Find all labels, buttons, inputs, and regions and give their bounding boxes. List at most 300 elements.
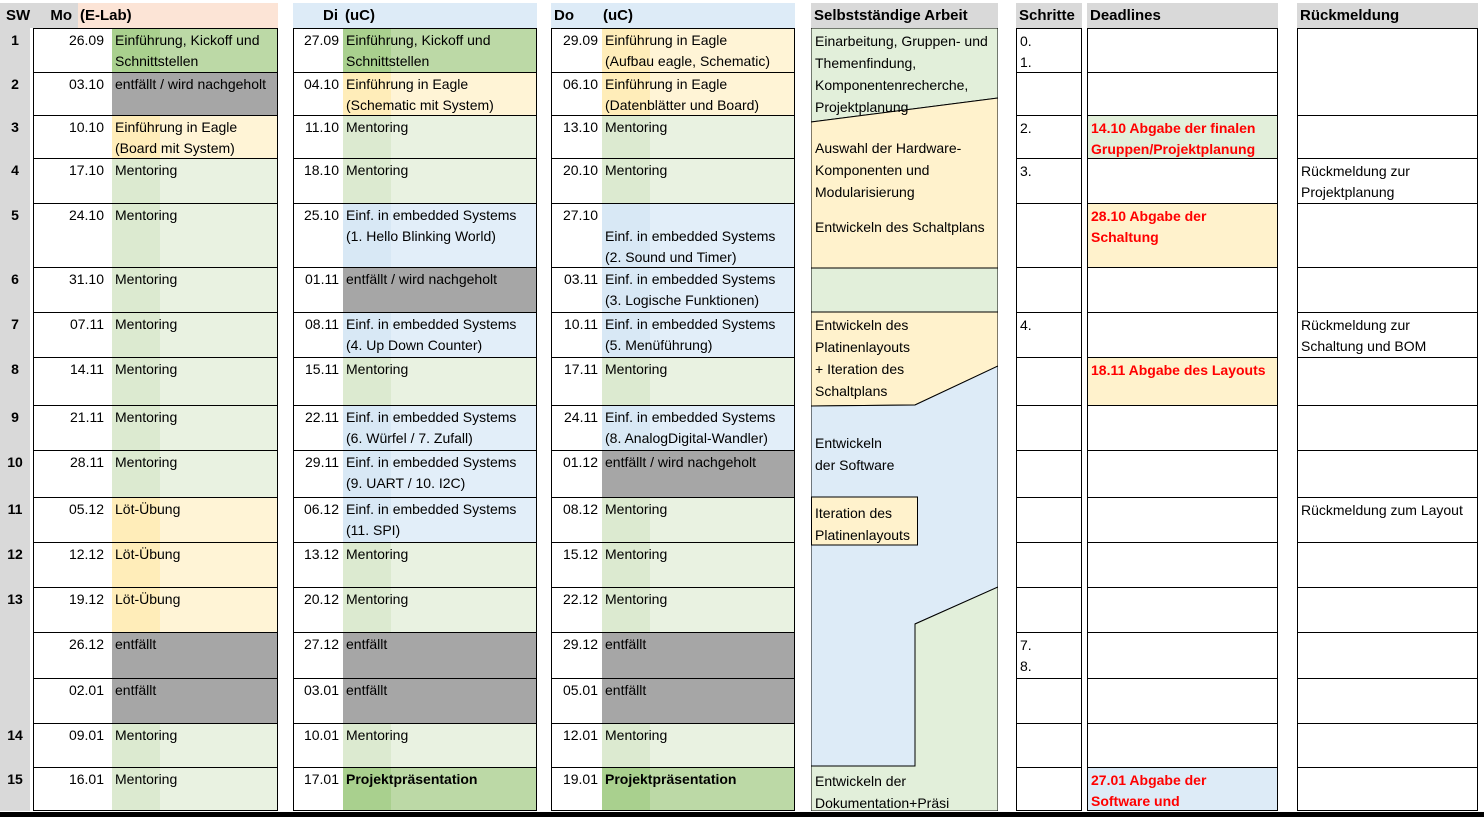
- schedule-row: [293, 450, 537, 497]
- event-cell[interactable]: [112, 313, 277, 357]
- event-text-line: Mentoring: [605, 361, 668, 377]
- event-text-line: (3. Logische Funktionen): [605, 292, 760, 308]
- event-cell[interactable]: [602, 451, 794, 497]
- date-cell[interactable]: 20.10: [552, 159, 602, 203]
- event-text-line: Mentoring: [115, 409, 178, 425]
- schritte-cell[interactable]: [1016, 497, 1082, 542]
- date-cell[interactable]: 14.11: [34, 358, 112, 405]
- event-cell[interactable]: [602, 313, 794, 357]
- selfwork-text-line: Dokumentation+Präsi: [815, 795, 950, 811]
- date-cell[interactable]: 17.10: [34, 159, 112, 203]
- date-cell[interactable]: 04.10: [294, 73, 343, 115]
- schritte-column-header-label: Schritte: [1019, 7, 1075, 24]
- event-text-line: (5. Menüführung): [605, 337, 713, 353]
- rueckmeldung-cell[interactable]: [1297, 497, 1478, 542]
- rueckmeldung-cell[interactable]: [1297, 357, 1478, 405]
- event-cell[interactable]: [343, 498, 536, 542]
- event-cell[interactable]: [602, 29, 794, 72]
- event-text-line: entfällt: [115, 682, 157, 698]
- deadline-cell[interactable]: [1087, 28, 1278, 72]
- date-cell[interactable]: 31.10: [34, 268, 112, 312]
- date-cell[interactable]: 19.01: [552, 768, 602, 810]
- schedule-row: [551, 587, 795, 632]
- date-cell[interactable]: 12.12: [34, 543, 112, 587]
- date-cell[interactable]: 20.12: [294, 588, 343, 632]
- date-cell[interactable]: 06.12: [294, 498, 343, 542]
- schedule-row: [293, 587, 537, 632]
- rueckmeldung-column-header: [1297, 3, 1478, 28]
- schedule-row: [293, 542, 537, 587]
- deadline-cell[interactable]: [1087, 115, 1278, 158]
- date-cell[interactable]: 05.12: [34, 498, 112, 542]
- selfwork-text-line: Entwickeln der: [815, 773, 907, 789]
- sw-week-number[interactable]: 7: [11, 316, 19, 332]
- sw-week-number[interactable]: 12: [7, 546, 23, 562]
- schritte-cell[interactable]: [1016, 450, 1082, 497]
- event-cell[interactable]: [343, 116, 536, 158]
- rueckmeldung-cell[interactable]: [1297, 203, 1478, 267]
- event-text-line: Einführung in Eagle: [115, 119, 238, 135]
- schedule-row: [293, 312, 537, 357]
- date-cell[interactable]: 01.11: [294, 268, 343, 312]
- event-cell[interactable]: [112, 406, 277, 450]
- sw-week-number[interactable]: 10: [7, 454, 23, 470]
- date-cell[interactable]: 06.10: [552, 73, 602, 115]
- date-cell[interactable]: 03.10: [34, 73, 112, 115]
- selfwork-text-line: Platinenlayouts: [815, 339, 910, 355]
- event-cell[interactable]: [112, 633, 277, 678]
- schritte-cell[interactable]: [1016, 542, 1082, 587]
- date-cell[interactable]: 05.01: [552, 679, 602, 723]
- selfwork-phase-label[interactable]: [815, 770, 949, 814]
- date-cell[interactable]: 25.10: [294, 204, 343, 267]
- selfwork-text-line: Schaltplans: [815, 383, 888, 399]
- sw-week-number[interactable]: 11: [7, 501, 23, 517]
- date-cell[interactable]: 02.01: [34, 679, 112, 723]
- selfwork-text-line: der Software: [815, 457, 895, 473]
- event-cell[interactable]: [602, 406, 794, 450]
- schedule-row: [293, 723, 537, 767]
- selfwork-text-line: Themenfindung,: [815, 55, 917, 71]
- schritte-cell[interactable]: [1016, 357, 1082, 405]
- schedule-row: [33, 542, 278, 587]
- rueckmeldung-cell[interactable]: [1297, 312, 1478, 357]
- event-text-line: Mentoring: [346, 361, 409, 377]
- sw-week-number[interactable]: 8: [11, 361, 19, 377]
- event-text-line: [605, 205, 794, 226]
- rueckmeldung-cell[interactable]: [1297, 450, 1478, 497]
- sw-week-number[interactable]: 5: [11, 207, 19, 223]
- schedule-row: [551, 115, 795, 158]
- date-cell[interactable]: 15.11: [294, 358, 343, 405]
- rueckmeldung-cell-text-line: Rückmeldung zur: [1301, 163, 1410, 179]
- event-cell[interactable]: [602, 73, 794, 115]
- date-cell[interactable]: 22.11: [294, 406, 343, 450]
- schedule-row: [551, 542, 795, 587]
- event-text-line: Mentoring: [346, 727, 409, 743]
- event-cell[interactable]: [112, 679, 277, 723]
- date-cell[interactable]: 07.11: [34, 313, 112, 357]
- event-cell[interactable]: [343, 543, 536, 587]
- rueckmeldung-cell[interactable]: [1297, 587, 1478, 632]
- selfwork-column-header-label: Selbstständige Arbeit: [814, 7, 968, 24]
- rueckmeldung-cell[interactable]: [1297, 158, 1478, 203]
- event-text-line: (1. Hello Blinking World): [346, 228, 496, 244]
- date-cell[interactable]: 12.01: [552, 724, 602, 767]
- event-cell[interactable]: [343, 768, 536, 810]
- date-cell[interactable]: 17.11: [552, 358, 602, 405]
- event-cell[interactable]: [343, 313, 536, 357]
- rueckmeldung-cell-text-line: Projektplanung: [1301, 184, 1395, 200]
- event-cell[interactable]: [602, 588, 794, 632]
- schritte-cell-text-line: 0.: [1020, 33, 1032, 49]
- event-text-line: Mentoring: [115, 162, 178, 178]
- sw-week-number[interactable]: 13: [7, 591, 23, 607]
- event-cell[interactable]: [112, 588, 277, 632]
- deadline-cell[interactable]: [1087, 203, 1278, 267]
- schritte-cell[interactable]: [1016, 203, 1082, 267]
- date-cell[interactable]: 11.10: [294, 116, 343, 158]
- event-cell[interactable]: [602, 768, 794, 810]
- deadline-cell[interactable]: [1087, 267, 1278, 312]
- schritte-cell-text-line: 1.: [1020, 54, 1032, 70]
- event-cell[interactable]: [602, 543, 794, 587]
- date-cell[interactable]: 27.12: [294, 633, 343, 678]
- date-cell[interactable]: 13.10: [552, 116, 602, 158]
- date-cell[interactable]: 29.12: [552, 633, 602, 678]
- corner-header: [0, 3, 78, 28]
- event-text-line: (11. SPI): [346, 522, 401, 538]
- schedule-row: [293, 497, 537, 542]
- event-text-line: Einf. in embedded Systems: [346, 207, 517, 223]
- selfwork-text-line: Entwickeln des: [815, 317, 909, 333]
- event-cell[interactable]: [343, 633, 536, 678]
- event-cell[interactable]: [343, 406, 536, 450]
- date-cell[interactable]: 19.12: [34, 588, 112, 632]
- event-cell[interactable]: [602, 268, 794, 312]
- event-cell[interactable]: [112, 159, 277, 203]
- schedule-row: [293, 203, 537, 267]
- deadline-cell-text-line: 27.01 Abgabe der: [1091, 772, 1207, 788]
- event-cell[interactable]: [602, 358, 794, 405]
- schedule-row: [33, 158, 278, 203]
- event-text-line: Einf. in embedded Systems: [605, 271, 776, 287]
- schedule-row: [551, 72, 795, 115]
- rueckmeldung-cell[interactable]: [1297, 542, 1478, 587]
- event-cell[interactable]: [112, 268, 277, 312]
- date-cell[interactable]: 27.10: [552, 204, 602, 267]
- schritte-column-header: [1016, 3, 1082, 28]
- event-text-line: Mentoring: [605, 727, 668, 743]
- sw-week-number[interactable]: 1: [11, 32, 19, 48]
- date-cell[interactable]: 10.10: [34, 116, 112, 158]
- event-text-line: Löt-Übung: [115, 501, 181, 517]
- event-cell[interactable]: [602, 204, 794, 267]
- day-header-di: [293, 3, 537, 28]
- rueckmeldung-cell[interactable]: [1297, 405, 1478, 450]
- event-cell[interactable]: [112, 543, 277, 587]
- schedule-row: [551, 312, 795, 357]
- deadline-cell[interactable]: [1087, 632, 1278, 678]
- sw-week-number[interactable]: 4: [11, 162, 19, 178]
- schedule-row: [33, 312, 278, 357]
- rueckmeldung-cell[interactable]: [1297, 115, 1478, 158]
- event-text-line: Mentoring: [605, 546, 668, 562]
- selfwork-text-line: Platinenlayouts: [815, 527, 910, 543]
- deadline-cell-text-line: Software und: [1091, 793, 1180, 809]
- date-cell[interactable]: 16.01: [34, 768, 112, 810]
- date-cell[interactable]: 13.12: [294, 543, 343, 587]
- deadline-cell[interactable]: [1087, 587, 1278, 632]
- event-cell[interactable]: [112, 73, 277, 115]
- event-text-line: (9. UART / 10. I2C): [346, 475, 466, 491]
- event-cell[interactable]: [343, 268, 536, 312]
- event-text-line: Löt-Übung: [115, 591, 181, 607]
- event-text-line: entfällt: [605, 682, 647, 698]
- event-text-line: Mentoring: [346, 546, 409, 562]
- date-cell[interactable]: 26.09: [34, 29, 112, 72]
- event-text-line: Einführung, Kickoff und: [115, 32, 260, 48]
- schritte-cell[interactable]: [1016, 678, 1082, 723]
- selfwork-column: [811, 28, 998, 811]
- event-text-line: Einf. in embedded Systems: [605, 409, 776, 425]
- date-cell[interactable]: 08.12: [552, 498, 602, 542]
- schedule-row: [551, 723, 795, 767]
- rueckmeldung-cell[interactable]: [1297, 723, 1478, 767]
- selfwork-phase-label[interactable]: [815, 502, 910, 546]
- selfwork-phase-label[interactable]: [815, 216, 985, 238]
- date-cell[interactable]: 15.12: [552, 543, 602, 587]
- deadlines-column-header-label: Deadlines: [1090, 7, 1161, 24]
- selfwork-phase-label[interactable]: [815, 30, 988, 118]
- day-header-mo-sublabel: (E-Lab): [80, 7, 132, 24]
- deadline-cell[interactable]: [1087, 723, 1278, 767]
- event-cell[interactable]: [112, 116, 277, 158]
- sw-week-number[interactable]: 2: [11, 76, 19, 92]
- event-text-line: entfällt: [346, 682, 388, 698]
- event-cell[interactable]: [602, 724, 794, 767]
- event-text-line: Mentoring: [115, 727, 178, 743]
- schritte-cell-text-line: 4.: [1020, 317, 1032, 333]
- rueckmeldung-cell-text-line: Schaltung und BOM: [1301, 338, 1427, 354]
- deadline-cell-text-line: Schaltung: [1091, 229, 1159, 245]
- schedule-row: [33, 497, 278, 542]
- schritte-cell[interactable]: [1016, 115, 1082, 158]
- deadline-cell[interactable]: [1087, 542, 1278, 587]
- deadline-cell-text-line: 28.10 Abgabe der: [1091, 208, 1207, 224]
- day-header-mo-label: Mo: [50, 7, 72, 24]
- deadline-cell[interactable]: [1087, 72, 1278, 115]
- sw-week-number[interactable]: 9: [11, 409, 19, 425]
- day-header-label: Do: [554, 7, 574, 24]
- selfwork-phase-label[interactable]: [815, 314, 910, 402]
- rueckmeldung-cell[interactable]: [1297, 678, 1478, 723]
- selfwork-column-header: [811, 3, 998, 28]
- date-cell[interactable]: 29.09: [552, 29, 602, 72]
- schritte-cell[interactable]: [1016, 72, 1082, 115]
- date-cell[interactable]: 29.11: [294, 451, 343, 497]
- event-text-line: Schnittstellen: [346, 53, 430, 69]
- deadline-cell[interactable]: [1087, 767, 1278, 811]
- date-cell[interactable]: 17.01: [294, 768, 343, 810]
- schritte-cell[interactable]: [1016, 723, 1082, 767]
- date-cell[interactable]: 08.11: [294, 313, 343, 357]
- day-header-mo: [78, 3, 278, 28]
- event-text-line: Mentoring: [115, 207, 178, 223]
- deadline-cell[interactable]: [1087, 678, 1278, 723]
- deadline-cell[interactable]: [1087, 357, 1278, 405]
- date-cell[interactable]: 26.12: [34, 633, 112, 678]
- schedule-row: [551, 632, 795, 678]
- date-cell[interactable]: 18.10: [294, 159, 343, 203]
- date-cell[interactable]: 24.10: [34, 204, 112, 267]
- schedule-row: [551, 203, 795, 267]
- event-text-line: Mentoring: [346, 119, 409, 135]
- day-header-label: Di: [323, 7, 338, 24]
- event-cell[interactable]: [602, 159, 794, 203]
- date-cell[interactable]: 24.11: [552, 406, 602, 450]
- deadline-cell[interactable]: [1087, 158, 1278, 203]
- schedule-row: [33, 72, 278, 115]
- date-cell[interactable]: 09.01: [34, 724, 112, 767]
- selfwork-phase-label[interactable]: [815, 137, 961, 203]
- event-text-line: (Aufbau eagle, Schematic): [605, 53, 770, 69]
- event-text-line: Einführung, Kickoff und: [346, 32, 491, 48]
- date-cell[interactable]: 01.12: [552, 451, 602, 497]
- schedule-row: [33, 203, 278, 267]
- schedule-row: [293, 267, 537, 312]
- deadline-cell[interactable]: [1087, 312, 1278, 357]
- event-cell[interactable]: [602, 116, 794, 158]
- selfwork-text-line: + Iteration des: [815, 361, 905, 377]
- schedule-row: [33, 632, 278, 678]
- event-cell[interactable]: [112, 204, 277, 267]
- schritte-cell[interactable]: [1016, 587, 1082, 632]
- event-text-line: Mentoring: [115, 771, 178, 787]
- sw-week-number[interactable]: 14: [7, 727, 23, 743]
- event-text-line: Mentoring: [115, 361, 178, 377]
- rueckmeldung-cell[interactable]: [1297, 632, 1478, 678]
- event-cell[interactable]: [343, 724, 536, 767]
- rueckmeldung-cell[interactable]: [1297, 767, 1478, 811]
- schedule-row: [551, 405, 795, 450]
- rueckmeldung-cell-text-line: Rückmeldung zur: [1301, 317, 1410, 333]
- event-text-line: Einf. in embedded Systems: [346, 409, 517, 425]
- schritte-cell[interactable]: [1016, 767, 1082, 811]
- sw-week-number[interactable]: 15: [7, 771, 23, 787]
- event-cell[interactable]: [112, 768, 277, 810]
- date-cell[interactable]: 27.09: [294, 29, 343, 72]
- selfwork-text-line: Entwickeln: [815, 435, 882, 451]
- event-cell[interactable]: [343, 451, 536, 497]
- schritte-cell-text-line: 8.: [1020, 658, 1032, 674]
- deadline-cell[interactable]: [1087, 450, 1278, 497]
- date-cell[interactable]: 03.11: [552, 268, 602, 312]
- event-cell[interactable]: [112, 358, 277, 405]
- schritte-cell[interactable]: [1016, 158, 1082, 203]
- date-cell[interactable]: 21.11: [34, 406, 112, 450]
- day-header-sublabel: (uC): [345, 7, 375, 24]
- event-text-line: Löt-Übung: [115, 546, 181, 562]
- deadline-cell[interactable]: [1087, 497, 1278, 542]
- schritte-cell[interactable]: [1016, 28, 1082, 72]
- event-cell[interactable]: [602, 679, 794, 723]
- event-text-line: Mentoring: [346, 162, 409, 178]
- selfwork-text-line: Auswahl der Hardware-: [815, 140, 962, 156]
- schedule-row: [33, 767, 278, 811]
- schritte-cell[interactable]: [1016, 632, 1082, 678]
- date-cell[interactable]: 28.11: [34, 451, 112, 497]
- schedule-row: [551, 767, 795, 811]
- event-cell[interactable]: [343, 73, 536, 115]
- date-cell[interactable]: 03.01: [294, 679, 343, 723]
- event-cell[interactable]: [112, 498, 277, 542]
- selfwork-text-line: Modularisierung: [815, 184, 915, 200]
- event-text-line: Projektpräsentation: [605, 771, 737, 787]
- event-text-line: (2. Sound und Timer): [605, 249, 737, 265]
- event-text-line: entfällt / wird nachgeholt: [605, 454, 756, 470]
- event-text-line: Mentoring: [605, 591, 668, 607]
- deadline-cell-text-line: 14.10 Abgabe der finalen: [1091, 120, 1256, 136]
- event-cell[interactable]: [602, 633, 794, 678]
- schedule-row: [551, 357, 795, 405]
- event-text-line: Einf. in embedded Systems: [605, 316, 776, 332]
- event-cell[interactable]: [343, 29, 536, 72]
- event-cell[interactable]: [602, 498, 794, 542]
- schritte-cell-text-line: 7.: [1020, 637, 1032, 653]
- schritte-cell[interactable]: [1016, 405, 1082, 450]
- sw-week-number[interactable]: 6: [11, 271, 19, 287]
- schedule-row: [551, 28, 795, 72]
- event-cell[interactable]: [343, 204, 536, 267]
- day-header-sublabel: (uC): [603, 7, 633, 24]
- schritte-cell[interactable]: [1016, 312, 1082, 357]
- event-cell[interactable]: [112, 29, 277, 72]
- event-cell[interactable]: [343, 588, 536, 632]
- schedule-row: [293, 158, 537, 203]
- schedule-row: [293, 357, 537, 405]
- event-text-line: Einf. in embedded Systems: [346, 316, 517, 332]
- event-text-line: Einf. in embedded Systems: [605, 228, 776, 244]
- schedule-row: [293, 28, 537, 72]
- schedule-row: [33, 723, 278, 767]
- sw-week-number[interactable]: 3: [11, 119, 19, 135]
- event-text-line: entfällt: [115, 636, 157, 652]
- event-cell[interactable]: [343, 679, 536, 723]
- schedule-row: [33, 678, 278, 723]
- rueckmeldung-cell[interactable]: [1297, 267, 1478, 312]
- event-cell[interactable]: [343, 358, 536, 405]
- date-cell[interactable]: 22.12: [552, 588, 602, 632]
- date-cell[interactable]: 10.01: [294, 724, 343, 767]
- schedule-row: [551, 497, 795, 542]
- schedule-row: [293, 632, 537, 678]
- deadline-cell-text-line: Gruppen/Projektplanung: [1091, 141, 1256, 157]
- date-cell[interactable]: 10.11: [552, 313, 602, 357]
- schritte-cell[interactable]: [1016, 267, 1082, 312]
- event-text-line: Mentoring: [346, 591, 409, 607]
- event-text-line: Mentoring: [605, 162, 668, 178]
- rueckmeldung-cell[interactable]: [1297, 28, 1478, 115]
- event-cell[interactable]: [343, 159, 536, 203]
- event-cell[interactable]: [112, 724, 277, 767]
- event-cell[interactable]: [112, 451, 277, 497]
- event-text-line: Einf. in embedded Systems: [346, 454, 517, 470]
- schedule-row: [33, 357, 278, 405]
- deadline-cell[interactable]: [1087, 405, 1278, 450]
- event-text-line: Mentoring: [115, 271, 178, 287]
- selfwork-phase-label[interactable]: [815, 432, 894, 476]
